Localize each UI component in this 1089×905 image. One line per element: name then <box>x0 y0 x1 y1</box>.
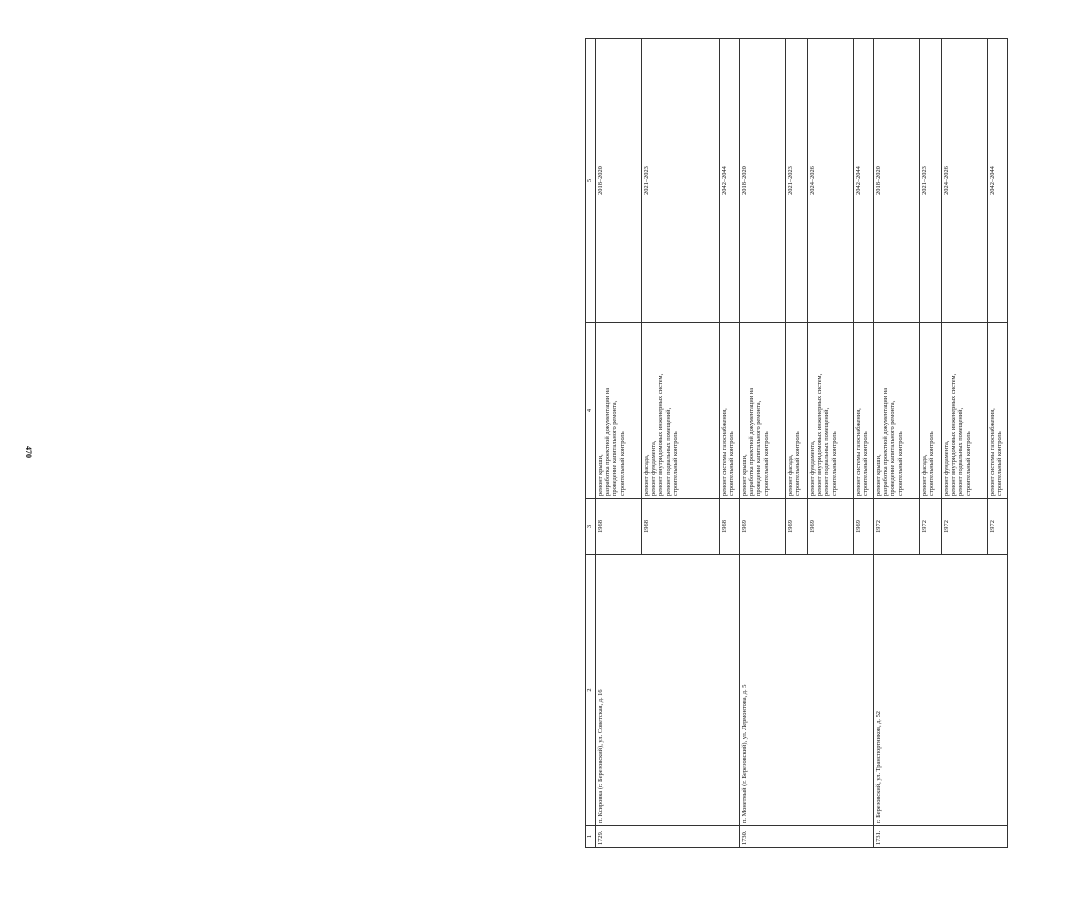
work-item: проведение капитального ремонта, <box>755 400 763 496</box>
repair-period: 2021–2023 <box>920 39 942 323</box>
building-address: п. Монетный (г. Березовский), ул. Лермонтова, д. 5 <box>740 555 874 826</box>
work-item: ремонт подвальных помещений, <box>664 407 672 496</box>
work-list <box>920 323 942 499</box>
table-body <box>596 39 1008 848</box>
work-item: ремонт крыши, <box>741 454 748 496</box>
work-item: ремонт системы газоснабжения, <box>989 408 996 496</box>
build-year: 1969 <box>740 499 786 555</box>
repair-period: 2024–2026 <box>808 39 854 323</box>
work-item: ремонт системы газоснабжения, <box>721 408 728 496</box>
table-row <box>596 39 642 848</box>
work-list <box>740 323 786 499</box>
work-item: строительный контроль <box>964 431 972 496</box>
work-item: строительный контроль <box>794 431 802 496</box>
repair-period: 2024–2026 <box>942 39 988 323</box>
work-item: разработка проектной документации на <box>882 387 890 496</box>
work-item: ремонт внутридомовых инженерных систем, <box>816 373 824 496</box>
work-item: разработка проектной документации на <box>604 387 612 496</box>
header-cell-period: 5 <box>586 39 596 323</box>
repair-period: 2018–2020 <box>596 39 642 323</box>
work-item: ремонт фасада, <box>787 454 794 496</box>
build-year: 1972 <box>942 499 988 555</box>
work-item: ремонт крыши, <box>875 454 882 496</box>
work-item: строительный контроль <box>896 431 904 496</box>
build-year: 1972 <box>920 499 942 555</box>
work-item: ремонт внутридомовых инженерных систем, <box>950 373 958 496</box>
building-address: г. Березовский, ул. Транспортников, д. 52 <box>874 555 1008 826</box>
repair-schedule-table <box>585 38 1008 848</box>
work-item: ремонт подвальных помещений, <box>823 407 831 496</box>
building-index: 1731. <box>874 826 1008 848</box>
repair-period: 2042–2044 <box>988 39 1008 323</box>
work-item: проведение капитального ремонта, <box>611 400 619 496</box>
build-year: 1968 <box>720 499 740 555</box>
page-number: 470 <box>24 446 33 458</box>
build-year: 1968 <box>596 499 642 555</box>
work-item: ремонт системы газоснабжения, <box>855 408 862 496</box>
work-item: ремонт подвальных помещений, <box>957 407 965 496</box>
repair-period: 2042–2044 <box>720 39 740 323</box>
build-year: 1972 <box>988 499 1008 555</box>
work-list <box>988 323 1008 499</box>
repair-period: 2042–2044 <box>854 39 874 323</box>
building-index: 1730. <box>740 826 874 848</box>
work-item: строительный контроль <box>671 431 679 496</box>
work-item: ремонт фасада, <box>643 454 650 496</box>
repair-period: 2021–2023 <box>642 39 720 323</box>
rotated-table-wrapper <box>585 39 1089 848</box>
work-item: строительный контроль <box>762 431 770 496</box>
work-item: строительный контроль <box>728 431 736 496</box>
work-item: строительный контроль <box>996 431 1004 496</box>
header-cell-work: 4 <box>586 323 596 499</box>
work-item: строительный контроль <box>928 431 936 496</box>
build-year: 1968 <box>642 499 720 555</box>
work-list <box>720 323 740 499</box>
table-row <box>740 39 786 848</box>
work-item: ремонт фундамента, <box>809 440 816 496</box>
work-list <box>942 323 988 499</box>
work-item: проведение капитального ремонта, <box>889 400 897 496</box>
repair-period: 2018–2020 <box>740 39 786 323</box>
work-list <box>808 323 854 499</box>
header-cell-index: 1 <box>586 826 596 848</box>
build-year: 1972 <box>874 499 920 555</box>
work-list <box>786 323 808 499</box>
building-address: п. Ксировка (г. Березовский), ул. Советская, д. 16 <box>596 555 740 826</box>
header-cell-year: 3 <box>586 499 596 555</box>
work-item: ремонт фундамента, <box>650 440 658 496</box>
build-year: 1969 <box>808 499 854 555</box>
work-item: разработка проектной документации на <box>748 387 756 496</box>
header-cell-address: 2 <box>586 555 596 826</box>
work-item: строительный контроль <box>862 431 870 496</box>
build-year: 1969 <box>786 499 808 555</box>
work-list <box>596 323 642 499</box>
work-item: строительный контроль <box>618 431 626 496</box>
build-year: 1969 <box>854 499 874 555</box>
work-list <box>854 323 874 499</box>
work-item: строительный контроль <box>830 431 838 496</box>
work-list <box>642 323 720 499</box>
header-row <box>586 39 596 848</box>
repair-period: 2021–2023 <box>786 39 808 323</box>
repair-period: 2018–2020 <box>874 39 920 323</box>
building-index: 1729. <box>596 826 740 848</box>
work-item: ремонт внутридомовых инженерных систем, <box>657 373 665 496</box>
work-item: ремонт крыши, <box>597 454 604 496</box>
work-item: ремонт фундамента, <box>943 440 950 496</box>
table-row <box>874 39 920 848</box>
work-item: ремонт фасада, <box>921 454 928 496</box>
work-list <box>874 323 920 499</box>
